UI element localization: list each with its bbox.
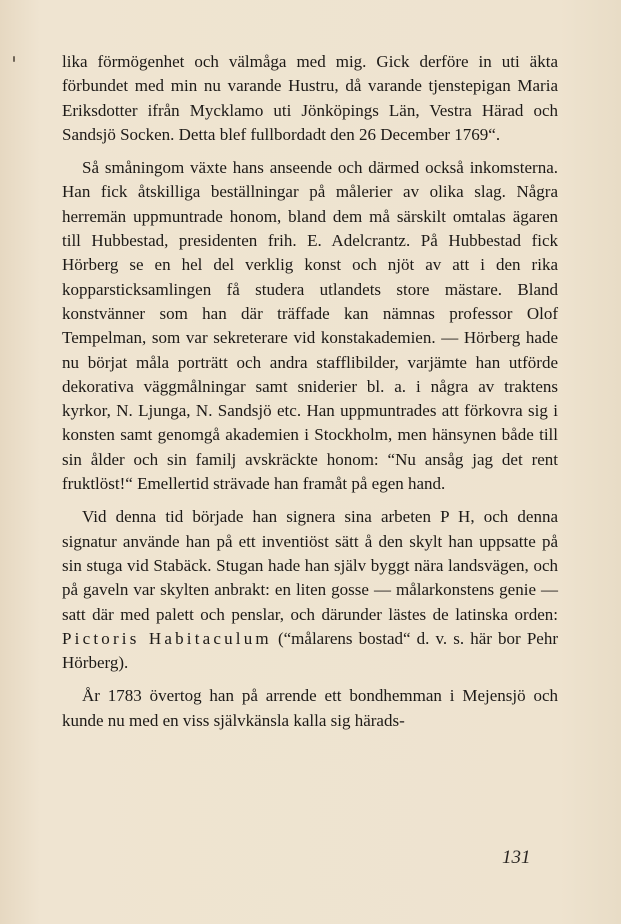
stray-ink-mark [13, 56, 15, 62]
paragraph-3-text-before: Vid denna tid började han signera sina arbeten P H, och denna signatur använde han på ett inventiöst sätt å den skylt han uppsatte på sin stuga vid Stabäck. Stugan hade han själv byggt nära landsvägen, och på gaveln var skylten anbrakt: en liten gosse — målarkonstens genie — satt där med palett och penslar, och därunder lästes de latinska orden: [62, 507, 558, 624]
page-number: 131 [502, 847, 531, 868]
paragraph-3 [62, 505, 558, 675]
paragraph-4: År 1783 övertog han på arrende ett bondhemman i Mejensjö och kunde nu med en viss självkänsla kalla sig härads- [62, 686, 558, 730]
body-text [62, 50, 558, 742]
paragraph-3-text-after: (“målarens bostad“ d. v. s. här bor Pehr Hörberg). [62, 628, 558, 673]
paragraph-2: Så småningom växte hans anseende och därmed också inkomsterna. Han fick åtskilliga beställningar på målerier av olika slag. Några herremän uppmuntrade honom, bland dem må särskilt omtalas ägaren till Hubbestad, presidenten frih. E. Adelcrantz. På Hubbestad fick Hörberg se en hel del verklig konst och njöt av att i den rika kopparsticksamlingen få studera utlandets store mästare. Bland konstvänner som han där träffade kan nämnas professor Olof Tempelman, som var sekreterare vid konstakademien. — Hörberg hade nu börjat måla porträtt och andra stafflibilder, varjämte han utförde dekorativa väggmålningar samt sniderier bl. a. i några av traktens kyrkor, N. Ljunga, N. Sandsjö etc. Han uppmuntrades att förkovra sig i konsten samt genomgå akademien i Stockholm, men hänsynen både till sin ålder och sin familj avskräckte honom: “Nu ansåg jag det rent fruktlöst!“ Emellertid strävade han framåt på egen hand. [62, 158, 558, 494]
paragraph-1: lika förmögenhet och välmåga med mig. Gick derföre in uti äkta förbundet med min nu varande Hustru, då varande tjenstepigan Maria Eriksdotter ifrån Mycklamo uti Jönköpings Län, Vestra Härad och Sandsjö Socken. Detta blef fullbordadt den 26 December 1769“. [62, 52, 558, 144]
latin-inscription: Pictoris Habitaculum [62, 628, 272, 648]
